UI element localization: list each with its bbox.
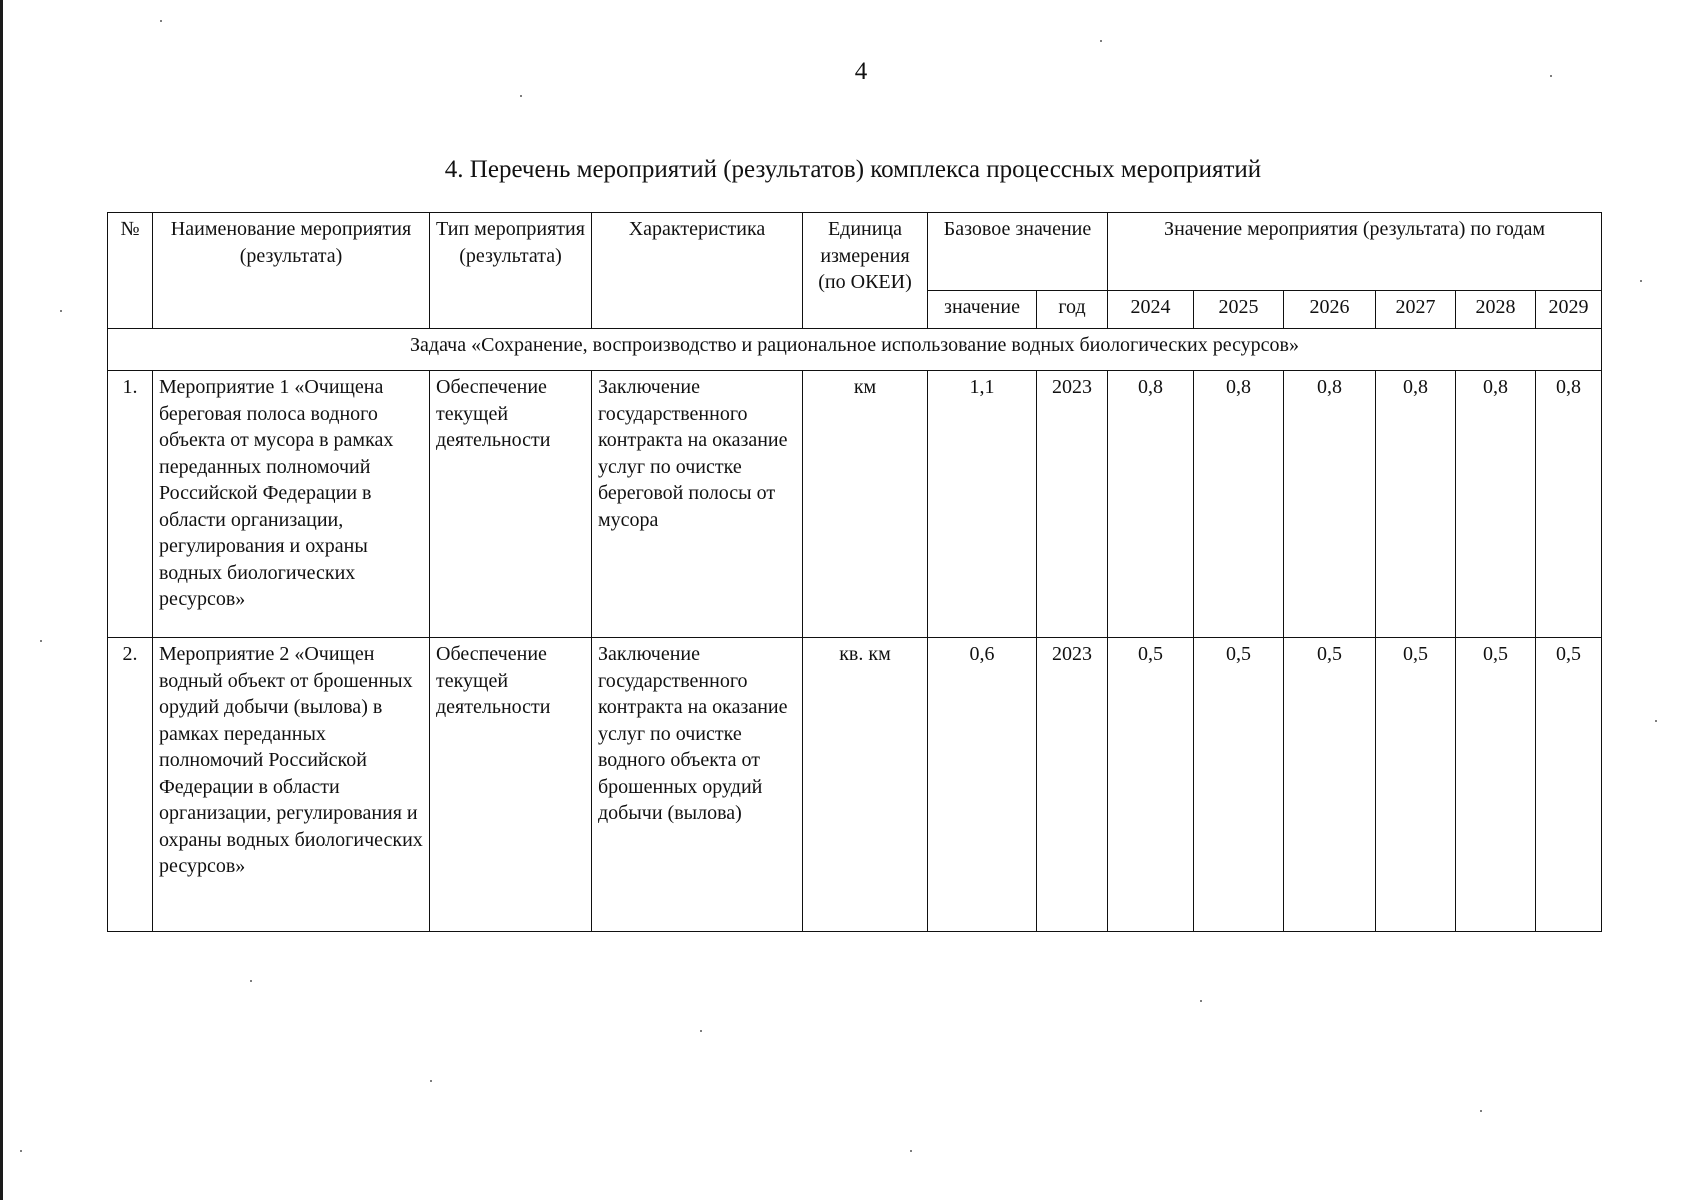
- event-characteristic: Заключение государственного контракта на оказание услуг по очистке водного объекта от брошенных орудий добычи (вылова): [592, 638, 803, 932]
- table-row: [108, 638, 1602, 932]
- header-by-years: Значение мероприятия (результата) по годам: [1108, 213, 1602, 291]
- year-value: 0,8: [1376, 371, 1456, 638]
- year-value: 0,8: [1284, 371, 1376, 638]
- task-title: Задача «Сохранение, воспроизводство и рациональное использование водных биологических ресурсов»: [108, 329, 1602, 371]
- header-base: Базовое значение: [928, 213, 1108, 291]
- year-value: 0,5: [1194, 638, 1284, 932]
- base-year: 2023: [1037, 638, 1108, 932]
- scan-speck: [1655, 720, 1657, 722]
- header-year: 2025: [1194, 291, 1284, 329]
- header-year: 2027: [1376, 291, 1456, 329]
- scan-speck: [1550, 75, 1552, 77]
- year-value: 0,5: [1108, 638, 1194, 932]
- scan-speck: [520, 95, 522, 97]
- year-value: 0,8: [1108, 371, 1194, 638]
- base-year: 2023: [1037, 371, 1108, 638]
- scan-speck: [60, 310, 62, 312]
- scan-speck: [1200, 1000, 1202, 1002]
- scan-speck: [20, 1150, 22, 1152]
- page-number: 4: [854, 58, 868, 85]
- event-type: Обеспечение текущей деятельности: [430, 638, 592, 932]
- base-value: 1,1: [928, 371, 1037, 638]
- year-value: 0,5: [1376, 638, 1456, 932]
- events-table: [107, 212, 1602, 932]
- year-value: 0,8: [1536, 371, 1602, 638]
- header-characteristic: Характеристика: [592, 213, 803, 329]
- row-num: 1.: [108, 371, 153, 638]
- year-value: 0,8: [1456, 371, 1536, 638]
- event-type: Обеспечение текущей деятельности: [430, 371, 592, 638]
- header-base-value: значение: [928, 291, 1037, 329]
- scan-speck: [700, 1030, 702, 1032]
- event-unit: км: [803, 371, 928, 638]
- task-row: [108, 329, 1602, 371]
- header-year: 2026: [1284, 291, 1376, 329]
- event-characteristic: Заключение государственного контракта на оказание услуг по очистке береговой полосы от мусора: [592, 371, 803, 638]
- scan-speck: [1100, 40, 1102, 42]
- page-title: 4. Перечень мероприятий (результатов) комплекса процессных мероприятий: [444, 156, 1262, 183]
- base-value: 0,6: [928, 638, 1037, 932]
- scan-speck: [1480, 1110, 1482, 1112]
- event-name: Мероприятие 1 «Очищена береговая полоса водного объекта от мусора в рамках переданных полномочий Российской Федерации в области организации, регулирования и охраны водных биологических ресурсов»: [153, 371, 430, 638]
- scan-speck: [1640, 280, 1642, 282]
- scan-speck: [160, 20, 162, 22]
- header-name: Наименование мероприятия (результата): [153, 213, 430, 329]
- header-unit: Единица измерения (по ОКЕИ): [803, 213, 928, 329]
- header-year: 2029: [1536, 291, 1602, 329]
- header-year: 2024: [1108, 291, 1194, 329]
- header-base-year: год: [1037, 291, 1108, 329]
- header-row: [108, 213, 1602, 291]
- event-unit: кв. км: [803, 638, 928, 932]
- scan-speck: [430, 1080, 432, 1082]
- scan-speck: [910, 1150, 912, 1152]
- year-value: 0,5: [1456, 638, 1536, 932]
- header-year: 2028: [1456, 291, 1536, 329]
- header-type: Тип мероприятия (результата): [430, 213, 592, 329]
- year-value: 0,5: [1284, 638, 1376, 932]
- event-name: Мероприятие 2 «Очищен водный объект от брошенных орудий добычи (вылова) в рамках переданных полномочий Российской Федерации в области организации, регулирования и охраны водных биологических ресурсов»: [153, 638, 430, 932]
- year-value: 0,8: [1194, 371, 1284, 638]
- header-num: №: [108, 213, 153, 329]
- scan-speck: [40, 640, 42, 642]
- row-num: 2.: [108, 638, 153, 932]
- scan-speck: [250, 980, 252, 982]
- table-row: [108, 371, 1602, 638]
- year-value: 0,5: [1536, 638, 1602, 932]
